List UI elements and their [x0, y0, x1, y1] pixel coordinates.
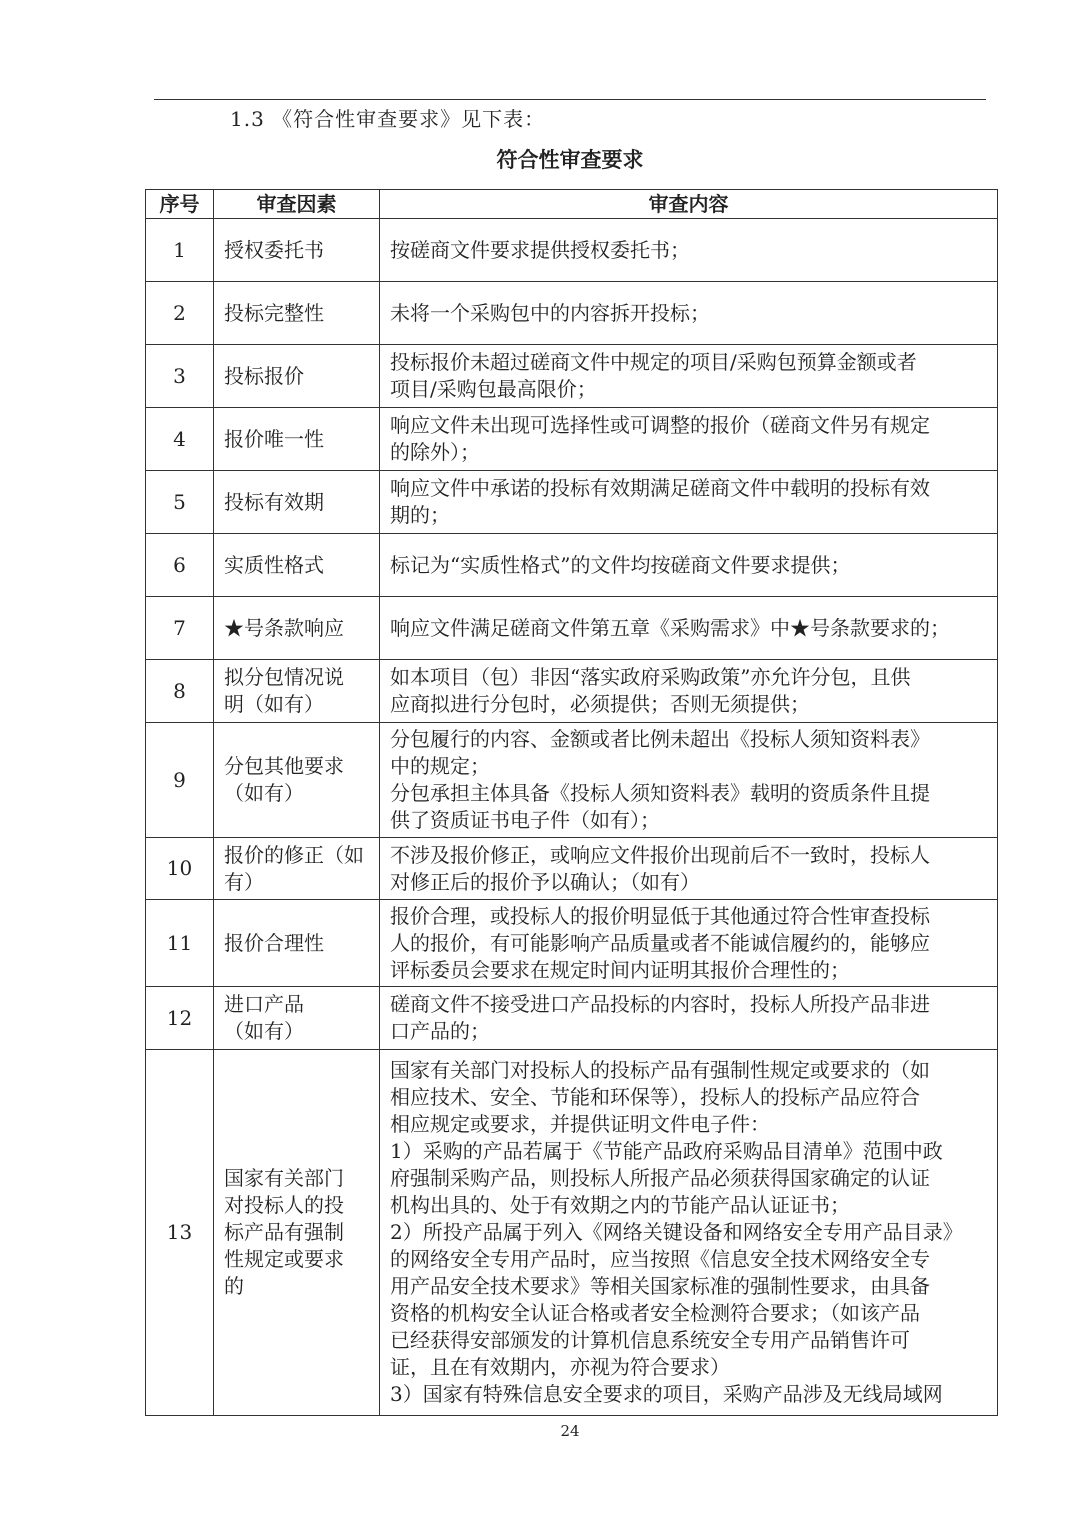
review-content-line: 中的规定； [390, 754, 490, 778]
review-item [214, 660, 380, 723]
header-no: 序号 [146, 190, 214, 219]
review-item-line: 投标完整性 [224, 300, 324, 325]
review-item-line: 分包其他要求 [224, 754, 344, 778]
review-content-line: 分包承担主体具备《投标人须知资料表》载明的资质条件且提 [390, 781, 930, 805]
review-content-line: 已经获得安部颁发的计算机信息系统安全专用产品销售许可 [390, 1328, 910, 1352]
review-content-line: 用产品安全技术要求》等相关国家标准的强制性要求，由具备 [390, 1274, 930, 1298]
table-row [146, 219, 998, 282]
review-item [214, 534, 380, 597]
review-item-line: （如有） [224, 781, 304, 805]
review-item-line: 明（如有） [224, 692, 324, 716]
review-content-line: 应商拟进行分包时，必须提供；否则无须提供； [390, 692, 810, 716]
review-content [380, 1050, 998, 1416]
review-content [380, 900, 998, 987]
review-content-line: 分包履行的内容、金额或者比例未超出《投标人须知资料表》 [390, 727, 930, 751]
row-number: 13 [146, 1050, 214, 1416]
table-row [146, 408, 998, 471]
table-row [146, 345, 998, 408]
row-number: 4 [146, 408, 214, 471]
review-content-line: 证，且在有效期内，亦视为符合要求） [390, 1355, 730, 1379]
row-number: 8 [146, 660, 214, 723]
review-content-line: 府强制采购产品，则投标人所报产品必须获得国家确定的认证 [390, 1166, 930, 1190]
review-content-line: 未将一个采购包中的内容拆开投标； [390, 300, 710, 325]
review-content-line: 标记为“实质性格式”的文件均按磋商文件要求提供； [390, 552, 851, 577]
table-row [146, 597, 998, 660]
row-number: 7 [146, 597, 214, 660]
row-number: 12 [146, 987, 214, 1050]
review-item-line: 国家有关部门 [224, 1166, 344, 1190]
row-number: 10 [146, 838, 214, 900]
review-item [214, 723, 380, 838]
review-content-line: 相应规定或要求，并提供证明文件电子件： [390, 1112, 770, 1136]
review-content [380, 838, 998, 900]
section-intro: 1.3 《符合性审查要求》见下表： [230, 107, 546, 131]
page-number: 24 [560, 1422, 580, 1440]
review-content [380, 408, 998, 471]
review-content-line: 的网络安全专用产品时，应当按照《信息安全技术网络安全专 [390, 1247, 930, 1271]
table-body [146, 219, 998, 1416]
review-content-line: 的除外）； [390, 440, 480, 464]
review-item-line: 对投标人的投 [224, 1193, 344, 1217]
table-title: 符合性审查要求 [496, 147, 644, 172]
review-content [380, 723, 998, 838]
review-item-line: 的 [224, 1274, 244, 1298]
row-number: 3 [146, 345, 214, 408]
review-item-line: 授权委托书 [224, 237, 324, 262]
header-content: 审查内容 [380, 190, 998, 219]
row-number: 6 [146, 534, 214, 597]
review-item-line: 进口产品 [224, 992, 304, 1016]
review-content-line: 响应文件未出现可选择性或可调整的报价（磋商文件另有规定 [390, 413, 930, 437]
table-row [146, 282, 998, 345]
review-content [380, 471, 998, 534]
review-content-line: 相应技术、安全、节能和环保等），投标人的投标产品应符合 [390, 1085, 920, 1109]
table-row [146, 660, 998, 723]
review-content [380, 660, 998, 723]
review-content-line: 3）国家有特殊信息安全要求的项目，采购产品涉及无线局域网 [390, 1382, 943, 1406]
review-item-line: 投标有效期 [224, 489, 324, 514]
review-content-line: 响应文件中承诺的投标有效期满足磋商文件中载明的投标有效 [390, 476, 930, 500]
review-content [380, 597, 998, 660]
review-item [214, 900, 380, 987]
review-content-line: 期的； [390, 503, 450, 527]
review-content-line: 国家有关部门对投标人的投标产品有强制性规定或要求的（如 [390, 1058, 930, 1082]
review-content-line: 磋商文件不接受进口产品投标的内容时，投标人所投产品非进 [390, 992, 930, 1016]
review-content-line: 投标报价未超过磋商文件中规定的项目/采购包预算金额或者 [390, 350, 917, 374]
review-item-line: 性规定或要求 [224, 1247, 344, 1271]
row-number: 1 [146, 219, 214, 282]
review-item-line: 投标报价 [224, 363, 304, 388]
review-content [380, 987, 998, 1050]
review-item [214, 597, 380, 660]
table-row [146, 471, 998, 534]
table-row [146, 900, 998, 987]
review-content-line: 人的报价，有可能影响产品质量或者不能诚信履约的，能够应 [390, 930, 930, 955]
review-item [214, 219, 380, 282]
review-item-line: 报价唯一性 [224, 426, 324, 451]
review-content-line: 供了资质证书电子件（如有）； [390, 808, 660, 832]
review-content-line: 报价合理，或投标人的报价明显低于其他通过符合性审查投标 [390, 903, 930, 928]
review-content-line: 不涉及报价修正，或响应文件报价出现前后不一致时，投标人 [390, 842, 930, 867]
row-number: 11 [146, 900, 214, 987]
review-content [380, 534, 998, 597]
review-item [214, 345, 380, 408]
review-item [214, 838, 380, 900]
review-content-line: 2）所投产品属于列入《网络关键设备和网络安全专用产品目录》 [390, 1220, 963, 1244]
review-content-line: 1）采购的产品若属于《节能产品政府采购品目清单》范围中政 [390, 1139, 943, 1163]
review-content-line: 响应文件满足磋商文件第五章《采购需求》中★号条款要求的； [390, 615, 950, 640]
review-content [380, 219, 998, 282]
review-content-line: 对修正后的报价予以确认；（如有） [390, 869, 700, 894]
review-item-line: 拟分包情况说 [224, 665, 344, 689]
review-item-line: ★号条款响应 [224, 615, 344, 640]
review-item-line: 标产品有强制 [224, 1220, 344, 1244]
review-item-line: 报价的修正（如 [224, 842, 364, 867]
review-content-line: 口产品的； [390, 1019, 490, 1043]
review-content-line: 按磋商文件要求提供授权委托书； [390, 237, 690, 262]
table-row [146, 1050, 998, 1416]
table-row [146, 723, 998, 838]
table-row [146, 838, 998, 900]
row-number: 5 [146, 471, 214, 534]
review-item [214, 471, 380, 534]
table-header-row [146, 190, 998, 219]
compliance-review-table [145, 189, 998, 1416]
review-item [214, 408, 380, 471]
table-row [146, 987, 998, 1050]
row-number: 9 [146, 723, 214, 838]
header-item: 审查因素 [214, 190, 380, 219]
review-content-line: 如本项目（包）非因“落实政府采购政策”亦允许分包，且供 [390, 665, 911, 689]
row-number: 2 [146, 282, 214, 345]
review-content-line: 资格的机构安全认证合格或者安全检测符合要求；（如该产品 [390, 1301, 920, 1325]
review-item [214, 1050, 380, 1416]
review-content-line: 评标委员会要求在规定时间内证明其报价合理性的； [390, 957, 850, 982]
review-item-line: 实质性格式 [224, 552, 324, 577]
review-content [380, 345, 998, 408]
review-item [214, 282, 380, 345]
review-item [214, 987, 380, 1050]
review-item-line: 报价合理性 [224, 930, 324, 955]
header-rule [154, 99, 986, 100]
review-content-line: 项目/采购包最高限价； [390, 377, 597, 401]
review-content [380, 282, 998, 345]
review-item-line: （如有） [224, 1019, 304, 1043]
table-row [146, 534, 998, 597]
review-content-line: 机构出具的、处于有效期之内的节能产品认证证书； [390, 1193, 850, 1217]
review-item-line: 有） [224, 869, 264, 894]
